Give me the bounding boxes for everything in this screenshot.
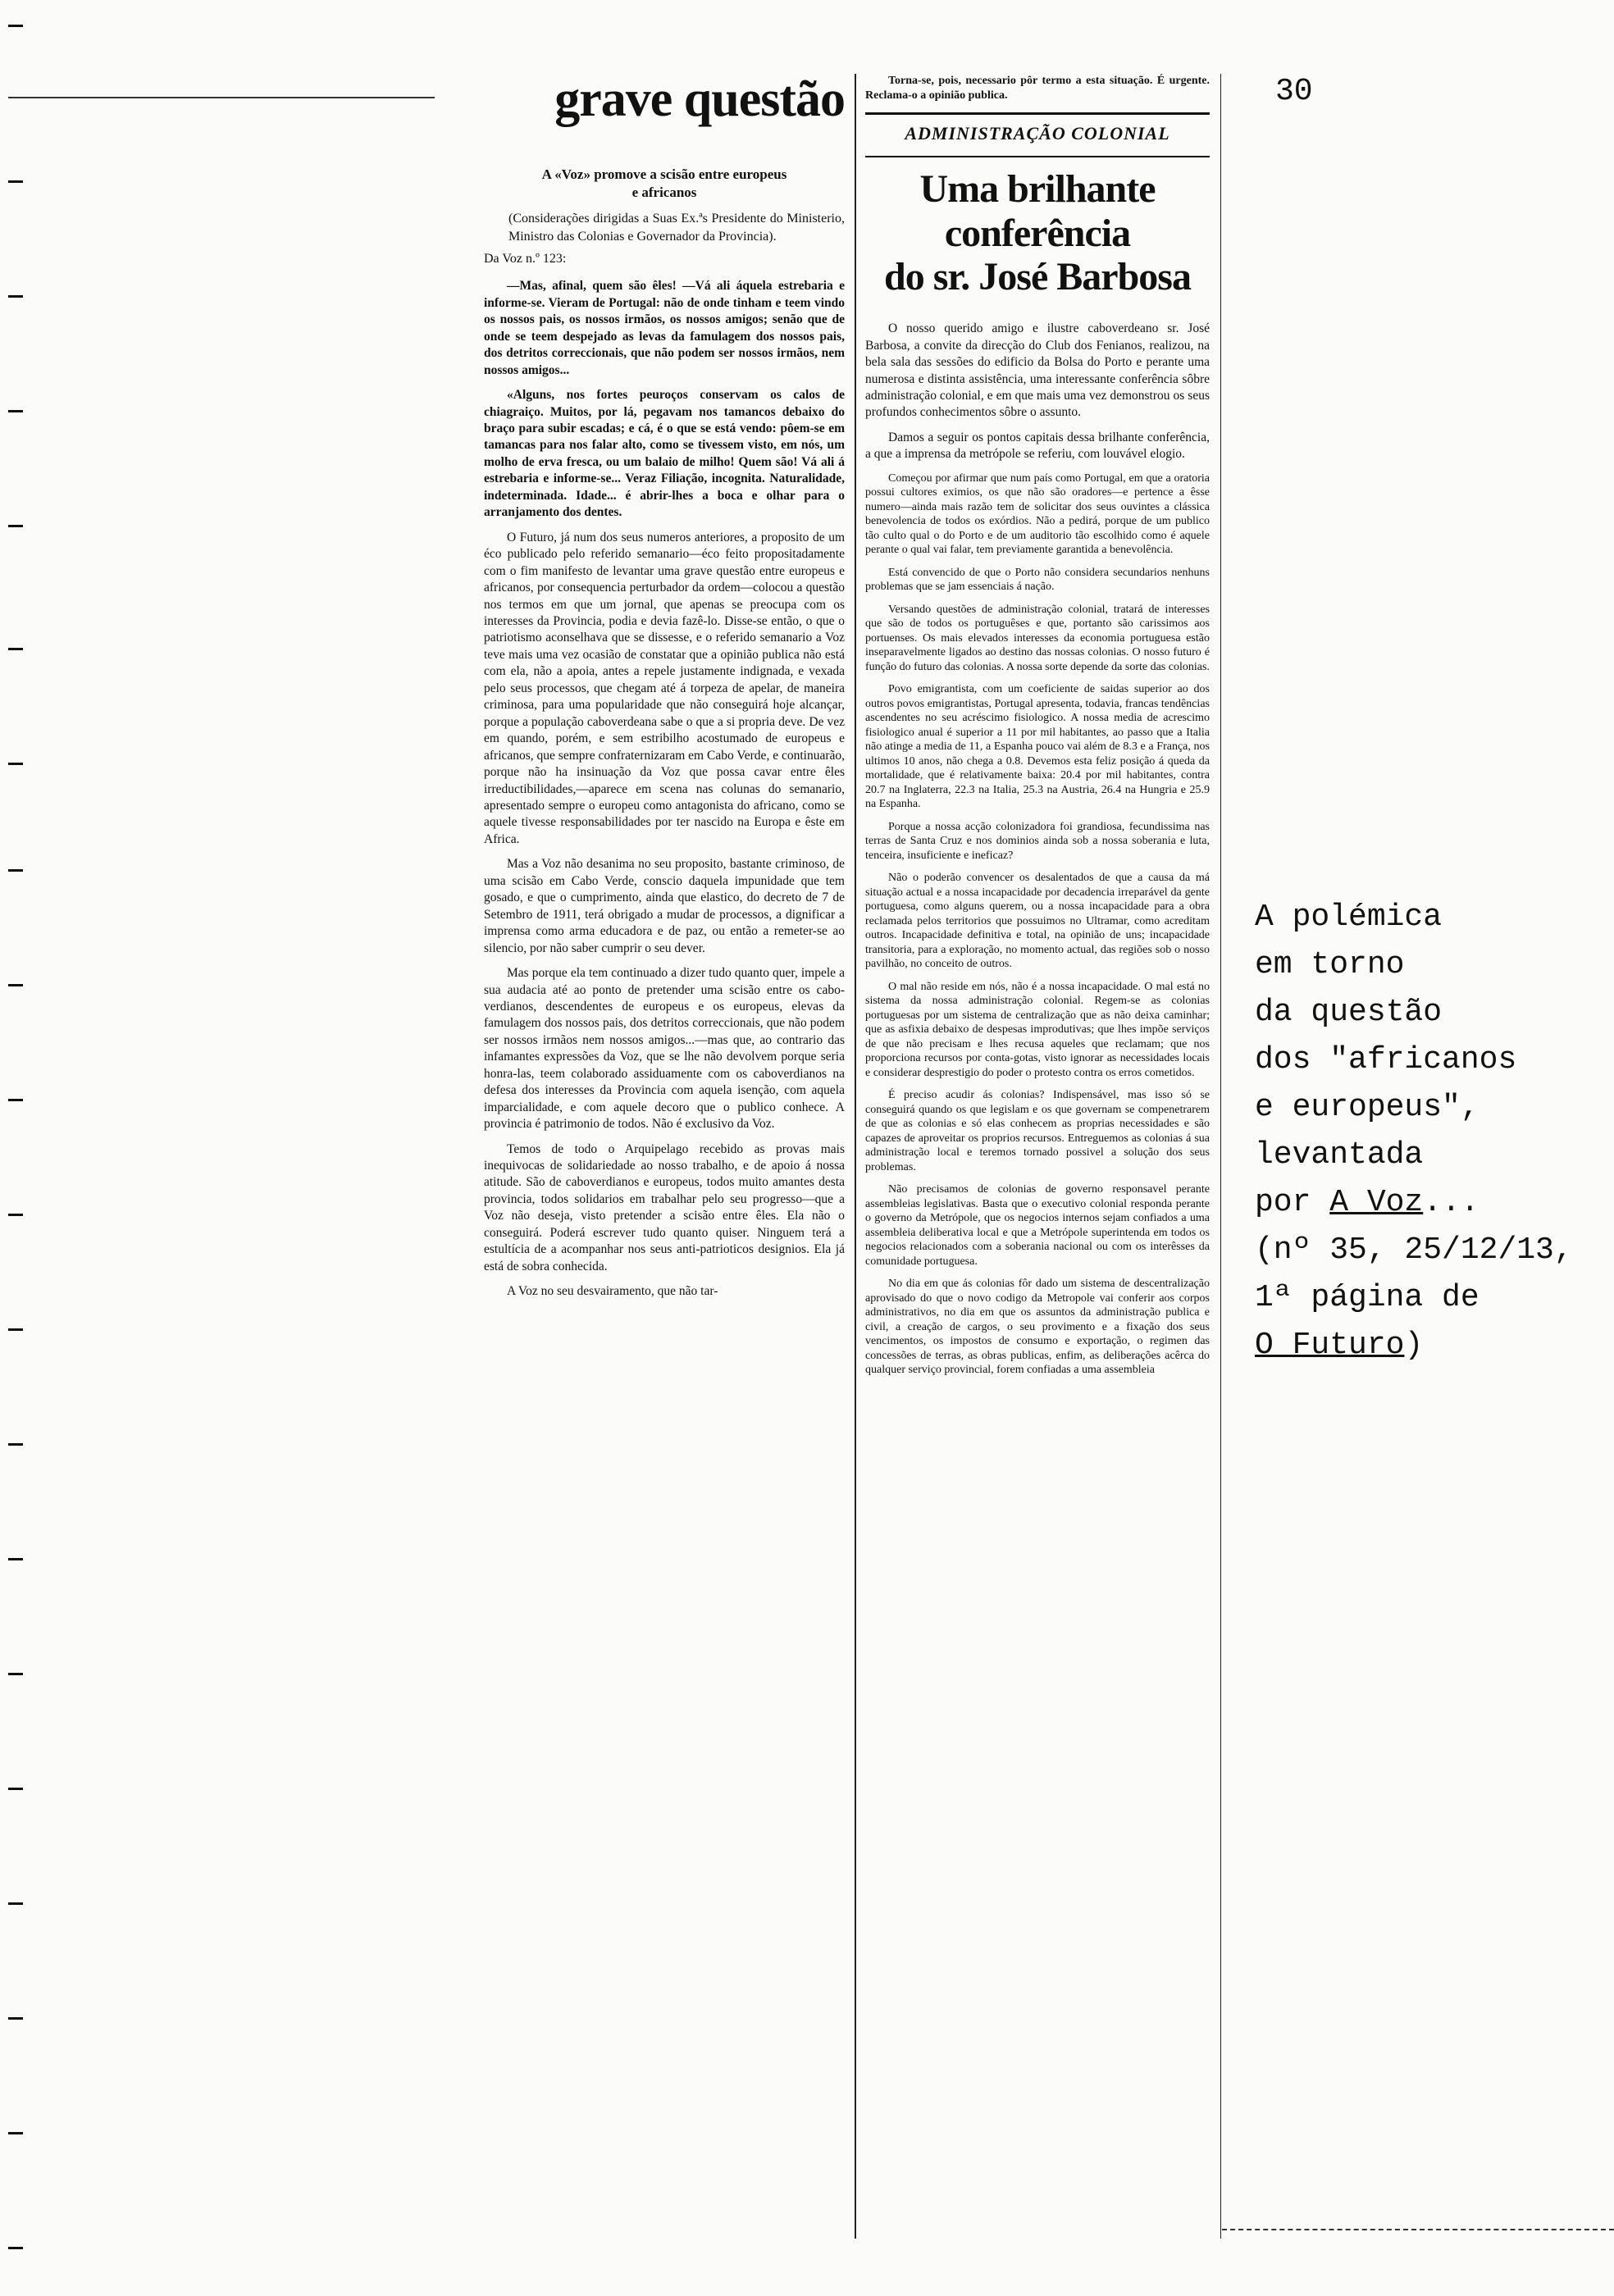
body-paragraph: É preciso acudir ás colonias? Indispensável, mas isso só se conseguirá quando os que legislam e os que governam se compenetrarem de que as colonias e só elas conhecem as proprias necessidades e são capazes de aproveitar os proprios recursos. Entreguemos as colonias á sua administração local e teremos tornado possivel a solução dos seus problemas.: [865, 1089, 1210, 1173]
margin-tick: [8, 1099, 23, 1101]
margin-tick: [8, 1443, 23, 1446]
title-line: Uma brilhante conferência: [919, 166, 1156, 255]
margin-tick: [8, 180, 23, 183]
body-paragraph: Não o poderão convencer os desalentados de que a causa da má situação actual e a nossa incapacidade por decadencia irreparável da gente portuguesa, como alguns querem, ou a nossa incapacidade para a obra reclamada pelos territorios que possuimos no Ultramar, como acreditam outros. Incapacidade definitiva e total, na opinião de uns; incapacidade transitoria, para a exploração, no momento actual, das regiões sob o nosso pavilhão, no conceito de outros.: [865, 872, 1210, 971]
body-paragraph: Porque a nossa acção colonizadora foi grandiosa, fecundissima nas terras de Santa Cruz e nos dominios ainda sob a nossa soberania e luta, tenceira, insuficiente e ineficaz?: [865, 820, 1210, 862]
column-divider: [855, 74, 856, 2239]
note-line: 1ª página de: [1255, 1280, 1480, 1315]
note-line: dos "africanos: [1255, 1042, 1517, 1077]
body-paragraph: Começou por afirmar que num país como Portugal, em que a oratoria possui cultores eximios, os que não são oradores—e pertence a êsse numero—ainda mais razão tem de solicitar dos seus ouvintes a clássica benevolencia de todos os exórdios. Não a pedirá, porque de um publico tão culto qual o do Porto e de um auditorio tão escolhido como é aquele perante o qual vai falar, tem previamente garantida a benevolência.: [865, 472, 1210, 557]
margin-tick: [8, 1673, 23, 1675]
margin-tick: [8, 2017, 23, 2020]
subhead-line: A «Voz» promove a scisão entre europeus: [541, 166, 787, 182]
underlined-title: A Voz: [1329, 1185, 1424, 1220]
margin-tick: [8, 25, 23, 27]
body-paragraph: Povo emigrantista, com um coeficiente de saidas superior ao dos outros povos emigrantistas, Portugal apresenta, todavia, francas tendências ascendentes no seu acréscimo fisiologico. A nossa media de acrescimo fisiologico anual é superior a 11 por mil habitantes, ao passo que a Italia não atinge a media de 11, a Espanha pouco vai além de 8.3 e a França, nos ultimos 10 anos, não chega a 0.8. Devemos esta feliz posição á queda da mortalidade, que é relativamente baixa: 20.4 por mil habitantes, contra 20.7 na Inglaterra, 22.3 na Italia, 25.3 na Austria, 26.4 na Hungria e 25.9 na Espanha.: [865, 683, 1210, 811]
section-rule: [865, 156, 1210, 157]
margin-tick: [8, 295, 23, 298]
body-paragraph: Mas a Voz não desanima no seu proposito, bastante criminoso, de uma scisão em Cabo Verde, conscio daquela impunidade que tem gosado, e que o cumprimento, ainda que elastico, do decreto de 7 de Setembro de 1911, terá obrigado a mudar de processos, a dignificar a imprensa como arma educadora e de paz, ou então a remeter-se ao silencio, por não saber cumprir o seu dever.: [484, 857, 845, 955]
top-rule-left: [8, 97, 435, 98]
margin-tick: [8, 2247, 23, 2249]
subhead-line: e africanos: [631, 184, 697, 201]
note-line: [1255, 1322, 1573, 1369]
body-paragraph: Não precisamos de colonias de governo responsavel perante assembleias legislativas. Basta que o executivo colonial responda perante o governo da Metrópole, que os negocios internos sejam confiados a uma assembleia deliberativa local e que a Metrópole superintenda em todos os negocios relacionados com a soberania nacional ou com os interêsses da comunidade portuguesa.: [865, 1183, 1210, 1268]
note-line: e europeus",: [1255, 1090, 1480, 1125]
margin-tick: [8, 525, 23, 527]
note-line: (nº 35, 25/12/13,: [1255, 1232, 1573, 1268]
lead-paragraph: O nosso querido amigo e ilustre caboverdeano sr. José Barbosa, a convite da direcção do Club dos Fenianos, realizou, na bela sala das sessões do edificio da Bolsa do Porto e perante uma numerosa e distinta assistência, uma interessante conferência sôbre administração colonial, e em que mais uma vez demonstrou os seus profundos conhecimentos sôbre o assunto.: [865, 321, 1210, 420]
body-paragraph: No dia em que ás colonias fôr dado um sistema de descentralização aprovisado do que o novo codigo da Metropole vai conferir aos corpos administrativos, no dia em que os assuntos da administração publica e civil, a creação de cargos, o seu provimento e a fixação dos seus vencimentos, os impostos de consumo e exportação, o regimen das concessões de terras, as obras publicas, enfim, as deliberações acêrca do qualquer serviço provincial, forem confiadas a uma assembleia: [865, 1278, 1210, 1377]
body-paragraph: A Voz no seu desvairamento, que não tar-: [507, 1284, 718, 1299]
body-paragraph: Temos de todo o Arquipelago recebido as provas mais inequivocas de solidariedade ao nosso trabalho, e de apoio á nossa atitude. São de caboverdianos e europeus, todos muito amantes desta provincia, todos solidarios em trabalhar pelo seu progresso—que a Voz não deseja, visto pretender a scisão entre êles. Ela não o conseguirá. Poderá escrever tudo quanto quiser. Ninguem terá a estultícia de a acompanhar nos seus anti-patrioticos designios. Ela já está de sobra conhecida.: [484, 1141, 845, 1273]
subhead: [484, 166, 845, 202]
body-paragraph: O mal não reside em nós, não é a nossa incapacidade. O mal está no sistema da nossa administração colonial. Regem-se as colonias portuguesas por um sistema de centralização que as não deixa caminhar; que as asfixia debaixo de despesas improdutivas; que lhes impõe serviços de que não precisam e lhes recusa aqueles que reclamam; que nos proporciona recursos por conta-gotas, visto ignorar as necessidades locais e considerar desprestigio do poder o protesto contra os erros cometidos.: [865, 980, 1210, 1079]
note-line: levantada: [1255, 1137, 1424, 1173]
underlined-title: O Futuro: [1255, 1328, 1405, 1363]
note-text: ): [1404, 1328, 1424, 1363]
left-article: [484, 71, 845, 1309]
side-note: [1255, 894, 1573, 1369]
note-text: por: [1255, 1185, 1330, 1220]
body-paragraph: Está convencido de que o Porto não considera secundarios nenhuns problemas que se jam essenciais á nação.: [865, 566, 1210, 594]
margin-tick: [8, 410, 23, 412]
headline: grave questão: [554, 71, 845, 127]
article-title: [865, 167, 1210, 299]
intro-text: (Considerações dirigidas a Suas Ex.ªs Presidente do Ministerio, Ministro das Colonias e Governador da Provincia).: [508, 212, 845, 244]
lead-paragraph: Damos a seguir os pontos capitais dessa brilhante conferência, a que a imprensa da metrópole se referiu, com louvável elogio.: [865, 430, 1210, 462]
note-line: da questão: [1255, 995, 1443, 1030]
body-paragraph: Versando questões de administração colonial, tratará de interesses que são de todos os portuguêses e que, portanto são carissimos aos portuenses. Os mais elevados interesses da economia portuguesa estão inseparavelmente ligados ao destino das nossas colonias. O nosso futuro é função do futuro das colonias. A nossa sorte depende da sorte das colonias.: [865, 603, 1210, 673]
reference-text: Da Voz n.º 123:: [484, 252, 567, 266]
margin-tick: [8, 1788, 23, 1790]
note-line: A polémica: [1255, 900, 1443, 935]
margin-tick: [8, 984, 23, 986]
margin-tick: [8, 763, 23, 765]
title-line: do sr. José Barbosa: [884, 255, 1191, 299]
margin-tick: [8, 1328, 23, 1331]
quote-paragraph: «Alguns, nos fortes peuroços conservam os calos de chiagraiço. Muitos, por lá, pegavam nos tamancos debaixo do braço para subir escadas; e cá, é o que se está vendo: pôem-se em tamancas para nos falar alto, como se tivessem visto, em nós, um molho de erva fresca, ou um balaio de milho! Quem são! Vá ali á estrebaria e informe-se... Veraz Filiação, incognita. Naturalidade, indeterminada. Idade... é abrir-lhes a boca e olhar para o arranjamento dos dentes.: [484, 388, 845, 520]
margin-tick: [8, 1902, 23, 1905]
note-text: ...: [1423, 1185, 1480, 1220]
margin-tick: [8, 1214, 23, 1216]
top-text: Torna-se, pois, necessario pôr termo a esta situação. É urgente. Reclama-o a opinião publica.: [865, 75, 1210, 102]
margin-tick: [8, 869, 23, 872]
right-article: [865, 74, 1210, 1386]
clipping-edge: [1220, 74, 1221, 2239]
margin-tick: [8, 648, 23, 650]
note-line: [1255, 1179, 1573, 1227]
margin-tick: [8, 1558, 23, 1560]
margin-tick: [8, 2132, 23, 2134]
quote-paragraph: —Mas, afinal, quem são êles! —Vá ali áquela estrebaria e informe-se. Vieram de Portugal: não de onde tinham e teem vindo os nossos pais, os nossos irmãos, os nossos amigos; senão que de onde se teem despejado as levas da famulagem dos nossos pais, dos detritos correccionais, que não podem ser nossos irmãos, nem nossos amigos...: [484, 279, 845, 377]
page-number: 30: [1275, 74, 1313, 109]
body-paragraph: O Futuro, já num dos seus numeros anteriores, a proposito de um éco publicado pelo referido semanario—éco feito propositadamente com o fim manifesto de levantar uma grave questão entre europeus e africanos, por consequencia perturbador da ordem—colocou a questão nos termos em que um jornal, que apenas se preocupa com os interesses da Provincia, podia e devia fazê-lo. Disse-se então, o que o patriotismo aconselhava que se dissesse, e o referido semanario a Voz teve mais uma vez ocasião de constatar que a opinião publica não está com ela, não a apoia, antes a repele justamente indignada, e vexada pelo seus processos, que chegam até á torpeza de apelar, de maneira criminosa, para uma popularidade que não conseguirá hoje alcançar, porque a população caboverdeana sabe o que a si propria deve. De vez em quando, porém, e sem estribilho acostumado de europeus e africanos, que sempre confraternizaram em Cabo Verde, e continuarão, porque não ha insinuação da Voz que possa cavar entre êles irreductibilidades,—aparece em scena nas colunas do semanario, apresentado sempre o europeu como antagonista do africano, como se aquele tivesse responsabilidades por ter nascido na Europa e êste em Africa.: [484, 530, 845, 846]
section-label: ADMINISTRAÇÃO COLONIAL: [905, 122, 1170, 144]
note-line: em torno: [1255, 947, 1405, 982]
bottom-dashed-rule: [1222, 2229, 1614, 2232]
body-paragraph: Mas porque ela tem continuado a dizer tudo quanto quer, impele a sua audacia até ao ponto de pretender uma scisão entre os cabo-verdianos, descendentes de europeus e os europeus, elevas da famulagem dos nossos pais, dos detritos correccionais, que não podem ser nossos irmãos nem nossos amigos...—mas que, ao contrario das infamantes expressões da Voz, que se lhe não devolvem porque seria honra-las, teem colaborado assiduamente com os caboverdianos na defesa dos interesses da Provincia com aquela isenção, com aquela imparcialidade, e com aquele decoro que o publico conhece. A provincia é patrimonio de todos. Não é exclusivo da Voz.: [484, 966, 845, 1132]
ornament-divider: [865, 112, 1210, 115]
